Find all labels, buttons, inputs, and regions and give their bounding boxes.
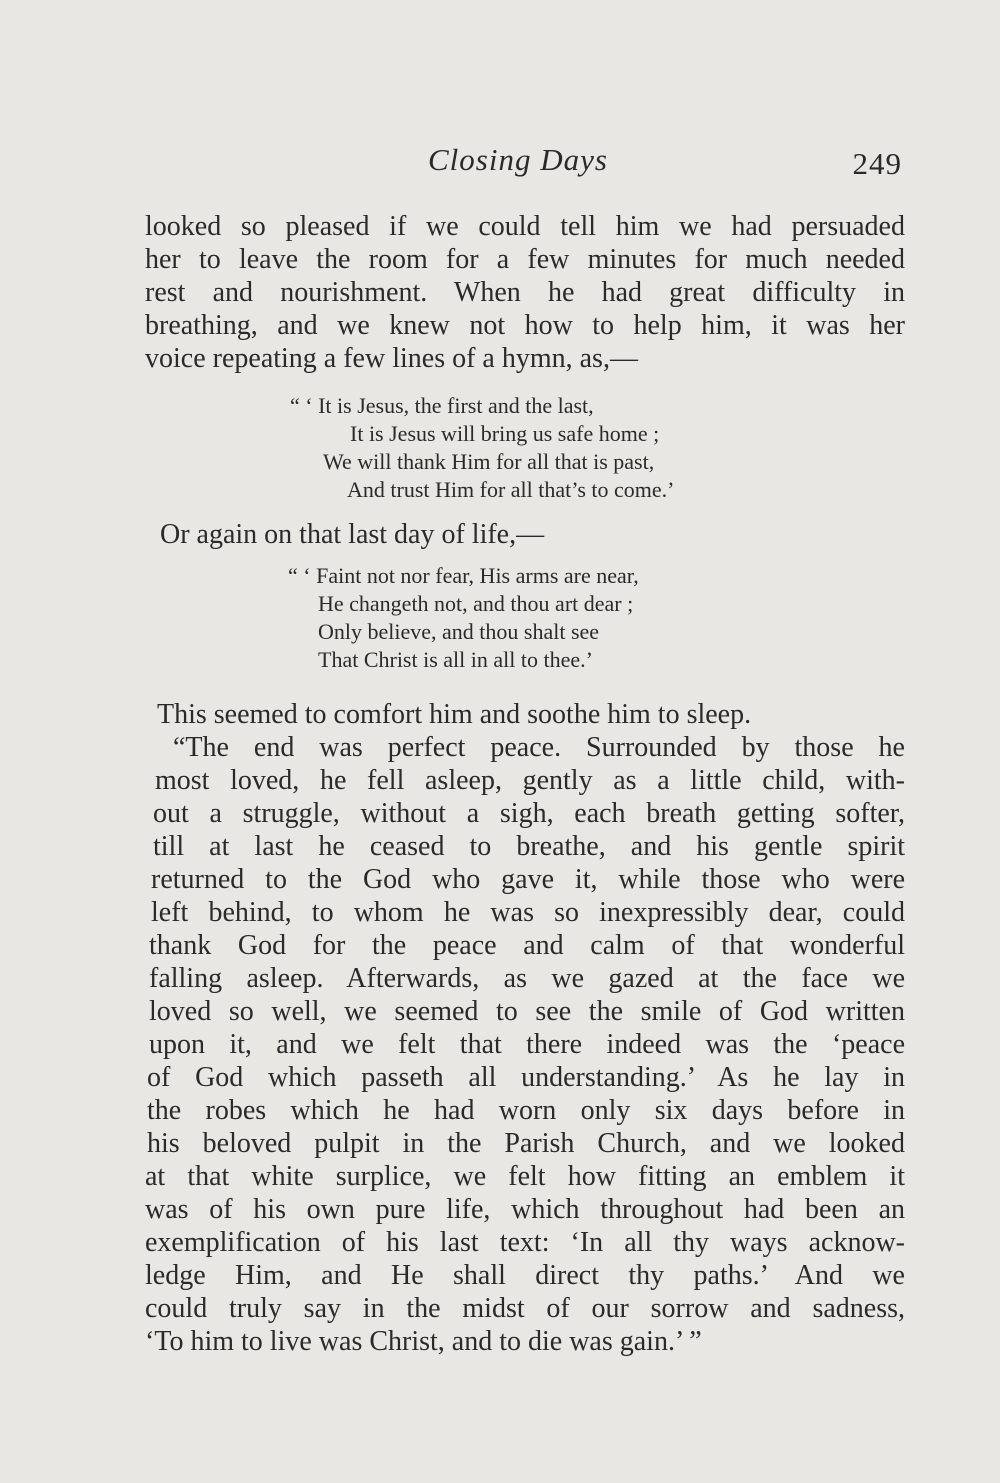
- text-line: of God which passeth all understanding.’ As he lay in: [147, 1062, 905, 1093]
- text-line: most loved, he fell asleep, gently as a little child, with-: [155, 765, 905, 796]
- text-line: looked so pleased if we could tell him we had persuaded: [145, 211, 905, 242]
- chapter-title: Closing Days: [428, 142, 608, 177]
- paragraph-3: [145, 698, 905, 1358]
- text-line: “The end was perfect peace. Surrounded by those he: [173, 732, 905, 763]
- verse-line: That Christ is all in all to thee.’: [318, 647, 593, 672]
- verse-line: It is Jesus will bring us safe home ;: [350, 421, 660, 446]
- text-line: This seemed to comfort him and soothe him to sleep.: [157, 699, 752, 730]
- text-line: thank God for the peace and calm of that wonderful: [149, 930, 905, 961]
- text-line: her to leave the room for a few minutes for much needed: [145, 244, 905, 275]
- text-line: rest and nourishment. When he had great difficulty in: [145, 277, 905, 308]
- page-number: 249: [852, 146, 902, 181]
- text-line: could truly say in the midst of our sorrow and sadness,: [145, 1293, 905, 1324]
- text-line: voice repeating a few lines of a hymn, as,—: [145, 343, 638, 374]
- text-line: his beloved pulpit in the Parish Church, and we looked: [147, 1128, 905, 1159]
- running-head: [150, 142, 910, 192]
- text-line: ‘To him to live was Christ, and to die was gain.’ ”: [145, 1326, 702, 1357]
- text-line: left behind, to whom he was so inexpressibly dear, could: [151, 897, 905, 928]
- hymn-quote-2: [288, 562, 639, 674]
- verse-line: Only believe, and thou shalt see: [318, 619, 600, 644]
- text-line: at that white surplice, we felt how fitting an emblem it: [145, 1161, 905, 1192]
- text-line: exemplification of his last text: ‘In all thy ways acknow-: [145, 1227, 905, 1258]
- text-line: till at last he ceased to breathe, and his gentle spirit: [153, 831, 905, 862]
- verse-line: “ ‘ It is Jesus, the first and the last,: [290, 393, 594, 418]
- paragraph-2: [145, 518, 905, 551]
- text-line: falling asleep. Afterwards, as we gazed at the face we: [149, 963, 905, 994]
- text-line: upon it, and we felt that there indeed was the ‘peace: [149, 1029, 905, 1060]
- text-line: Or again on that last day of life,—: [160, 519, 545, 550]
- verse-line: “ ‘ Faint not nor fear, His arms are near,: [288, 563, 639, 588]
- paragraph-1: [145, 210, 905, 375]
- verse-line: We will thank Him for all that is past,: [323, 449, 655, 474]
- verse-line: He changeth not, and thou art dear ;: [318, 591, 634, 616]
- text-line: returned to the God who gave it, while those who were: [151, 864, 905, 895]
- text-line: ledge Him, and He shall direct thy paths.’ And we: [145, 1260, 905, 1291]
- hymn-quote-1: [290, 392, 675, 504]
- text-line: the robes which he had worn only six days before in: [147, 1095, 905, 1126]
- text-line: loved so well, we seemed to see the smile of God written: [149, 996, 905, 1027]
- text-line: was of his own pure life, which throughout had been an: [145, 1194, 905, 1225]
- verse-line: And trust Him for all that’s to come.’: [347, 477, 675, 502]
- text-line: out a struggle, without a sigh, each breath getting softer,: [153, 798, 905, 829]
- text-line: breathing, and we knew not how to help him, it was her: [145, 310, 905, 341]
